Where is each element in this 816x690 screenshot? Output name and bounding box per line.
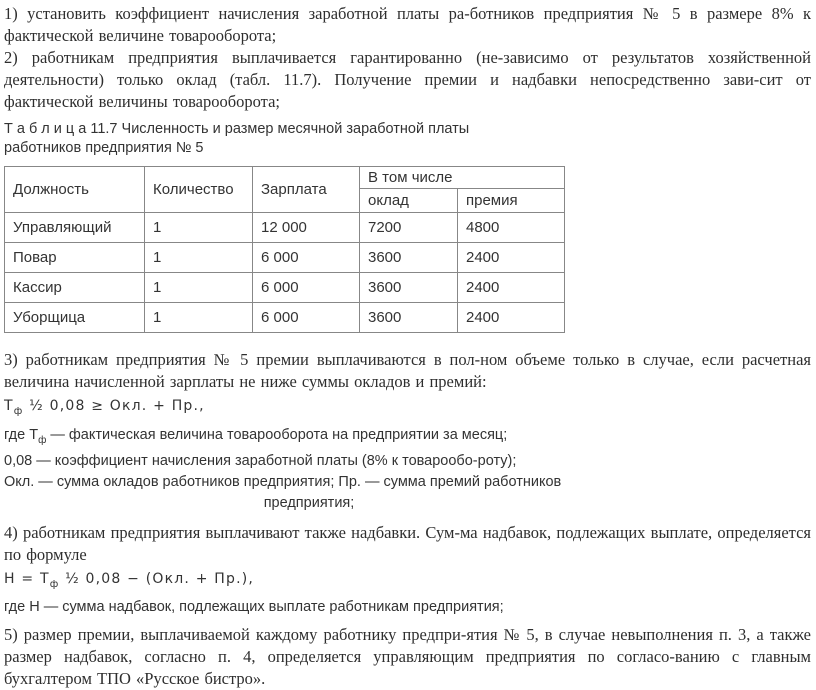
definition-tf — [4, 425, 811, 451]
cell-oklad: 7200 — [360, 213, 458, 243]
definition-tf-pre: где Т — [4, 426, 39, 443]
formula-rest: ½ 0,08 − (Окл. + Пр.), — [59, 570, 255, 587]
cell-count: 1 — [145, 303, 253, 333]
table-caption-line1: Т а б л и ц а 11.7 Численность и размер месячной заработной платы — [4, 121, 470, 137]
salary-table — [4, 166, 565, 333]
cell-position: Кассир — [5, 273, 145, 303]
cell-salary: 6 000 — [253, 243, 360, 273]
formula-base: Н = Т — [4, 570, 50, 587]
cell-count: 1 — [145, 273, 253, 303]
col-header-count: Количество — [145, 167, 253, 213]
table-row — [5, 303, 565, 333]
cell-position: Уборщица — [5, 303, 145, 333]
col-header-premia: премия — [458, 189, 565, 213]
col-header-oklad: оклад — [360, 189, 458, 213]
formula-rest: ½ 0,08 ≥ Окл. + Пр. — [23, 398, 200, 414]
col-header-group: В том числе — [360, 167, 565, 189]
cell-oklad: 3600 — [360, 273, 458, 303]
cell-premia: 2400 — [458, 273, 565, 303]
table-row — [5, 243, 565, 273]
formula-subscript: ф — [49, 578, 60, 590]
definition-n: где Н — сумма надбавок, подлежащих выплате работникам предприятия; — [4, 599, 504, 616]
definition-oklad-premia: Окл. — сумма окладов работников предприятия; Пр. — сумма премий работников — [4, 473, 562, 490]
cell-salary: 6 000 — [253, 303, 360, 333]
table-row — [5, 273, 565, 303]
formula-tail: , — [199, 398, 205, 414]
paragraph-1: 1) установить коэффициент начисления заработной платы ра-ботников предприятия № 5 в размере 8% к фактической величине товарооборота; — [4, 4, 811, 45]
cell-count: 1 — [145, 243, 253, 273]
paragraph-5: 5) размер премии, выплачиваемой каждому работнику предпри-ятия № 5, в случае невыполнения п. 3, а также размер надбавок, согласно п. 4, определяется управляющим предприятия по согласо-ванию с главным бухгалтером ТПО «Русское бистро». — [4, 625, 811, 689]
paragraph-3: 3) работникам предприятия № 5 премии выплачиваются в пол-ном объеме только в случае, если расчетная величина начисленной зарплаты не ниже суммы окладов и премий: — [4, 350, 811, 391]
definitions-block — [4, 425, 811, 514]
col-header-position: Должность — [5, 167, 145, 213]
cell-oklad: 3600 — [360, 243, 458, 273]
formula-base: Т — [4, 398, 14, 414]
formula-premium-condition — [4, 397, 811, 421]
cell-premia: 4800 — [458, 213, 565, 243]
paragraph-4: 4) работникам предприятия выплачивают также надбавки. Сум-ма надбавок, подлежащих выплате, определяется по формуле — [4, 522, 811, 564]
cell-count: 1 — [145, 213, 253, 243]
cell-oklad: 3600 — [360, 303, 458, 333]
definition-coefficient: 0,08 — коэффициент начисления заработной платы (8% к товарообо-роту); — [4, 452, 517, 469]
table-header-row — [5, 167, 565, 189]
paragraph-2: 2) работникам предприятия выплачивается гарантированно (не-зависимо от результатов хозяйственной деятельности) только оклад (табл. 11.7). Получение премии и надбавки непосредственно зави-сит от фактической величины товарооборота; — [4, 48, 811, 111]
cell-salary: 12 000 — [253, 213, 360, 243]
definition-continuation: предприятия; — [263, 494, 355, 511]
cell-premia: 2400 — [458, 243, 565, 273]
definition-tf-subscript: ф — [38, 434, 47, 446]
col-header-salary: Зарплата — [253, 167, 360, 213]
table-row — [5, 213, 565, 243]
formula-nadbavka — [4, 570, 811, 594]
table-caption-line2: работников предприятия № 5 — [4, 140, 204, 156]
table-caption — [4, 120, 811, 158]
formula-subscript: ф — [13, 405, 24, 417]
cell-position: Управляющий — [5, 213, 145, 243]
cell-salary: 6 000 — [253, 273, 360, 303]
definition-tf-rest: — фактическая величина товарооборота на предприятии за месяц; — [46, 426, 508, 443]
cell-premia: 2400 — [458, 303, 565, 333]
cell-position: Повар — [5, 243, 145, 273]
